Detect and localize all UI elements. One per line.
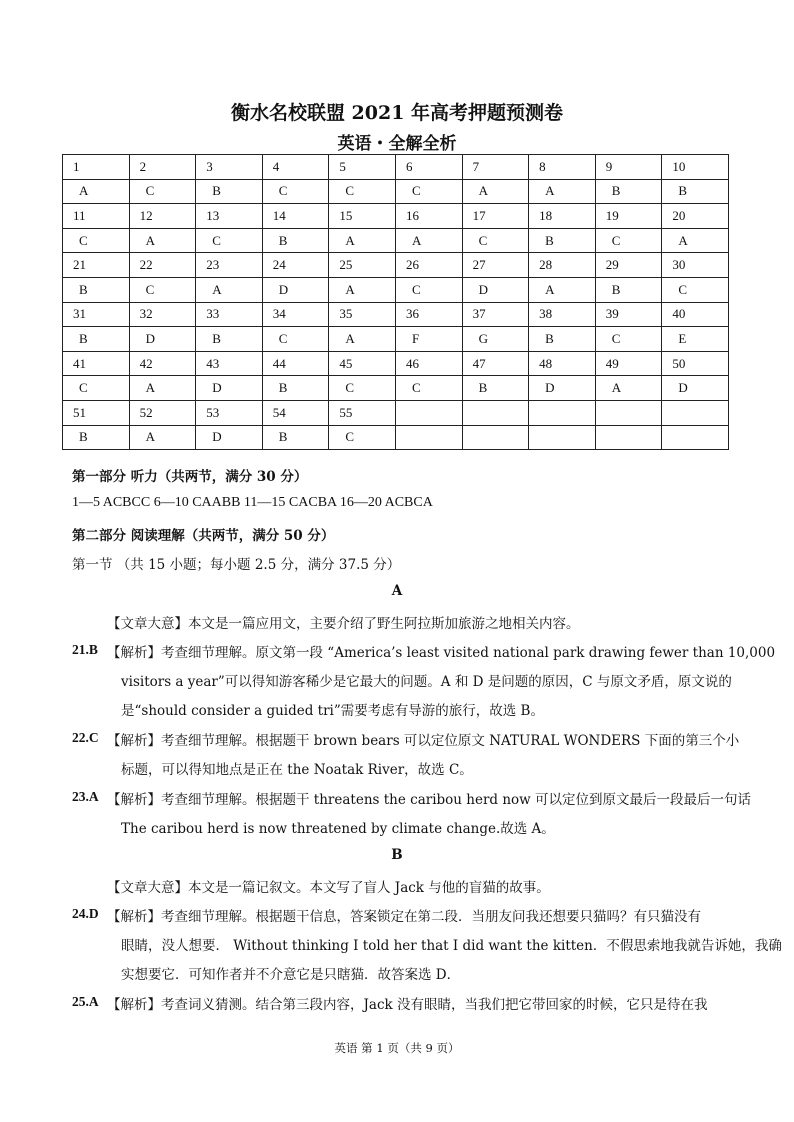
q21-line3: 是“should consider a guided tri”需要考虑有导游的旅行，故选 B。 (121, 703, 544, 719)
answer-cell: B (529, 228, 596, 253)
question-number-cell: 12 (129, 204, 196, 229)
question-number-cell: 4 (262, 155, 329, 180)
answer-cell: C (662, 277, 729, 302)
q24-number: 24.D (72, 906, 99, 921)
q23-line2: The caribou herd is now threatened by climate change.故选 A。 (121, 821, 555, 837)
answer-table-answer-row (63, 179, 729, 204)
answer-cell: B (262, 376, 329, 401)
question-number-cell: 17 (462, 204, 529, 229)
part2-section1: 第一节 （共 15 小题；每小题 2.5 分，满分 37.5 分） (72, 557, 401, 573)
answer-cell: A (329, 327, 396, 352)
answer-cell: E (662, 327, 729, 352)
answer-cell (529, 425, 596, 450)
question-number-cell: 32 (129, 302, 196, 327)
question-number-cell: 39 (595, 302, 662, 327)
answer-cell: A (329, 277, 396, 302)
question-number-cell (662, 400, 729, 425)
answer-cell: B (595, 179, 662, 204)
question-number-cell: 18 (529, 204, 596, 229)
answer-cell: C (262, 179, 329, 204)
q21-number: 21.B (72, 642, 98, 657)
answer-cell: D (262, 277, 329, 302)
question-number-cell: 36 (395, 302, 462, 327)
question-number-cell: 44 (262, 351, 329, 376)
answer-cell: B (63, 425, 130, 450)
answer-cell: C (129, 179, 196, 204)
question-number-cell: 38 (529, 302, 596, 327)
answer-cell: A (529, 277, 596, 302)
answer-cell: C (395, 277, 462, 302)
answer-table-number-row (63, 204, 729, 229)
question-number-cell: 3 (196, 155, 263, 180)
answer-cell: A (129, 376, 196, 401)
answer-cell: D (529, 376, 596, 401)
answer-cell: A (662, 228, 729, 253)
answer-cell: A (129, 425, 196, 450)
question-number-cell: 28 (529, 253, 596, 278)
answer-cell: C (462, 228, 529, 253)
q23-number: 23.A (72, 789, 99, 804)
question-number-cell: 19 (595, 204, 662, 229)
q22-line2: 标题，可以得知地点是正在 the Noatak River，故选 C。 (121, 762, 473, 778)
answer-cell: A (63, 179, 130, 204)
answer-cell: C (196, 228, 263, 253)
question-number-cell: 34 (262, 302, 329, 327)
answer-cell: C (395, 179, 462, 204)
question-number-cell: 20 (662, 204, 729, 229)
answer-cell: C (329, 376, 396, 401)
question-number-cell: 27 (462, 253, 529, 278)
passage-b-label: B (391, 847, 403, 863)
answer-cell (662, 425, 729, 450)
question-number-cell: 7 (462, 155, 529, 180)
q22-line1: 【解析】考查细节理解。根据题干 brown bears 可以定位原文 NATURAL WONDERS 下面的第三个小 (107, 733, 740, 749)
answer-cell: A (329, 228, 396, 253)
question-number-cell: 21 (63, 253, 130, 278)
answer-cell: C (329, 179, 396, 204)
question-number-cell (395, 400, 462, 425)
question-number-cell (462, 400, 529, 425)
answer-cell: D (196, 425, 263, 450)
question-number-cell: 25 (329, 253, 396, 278)
passage-b-summary: 【文章大意】本文是一篇记叙文。本文写了盲人 Jack 与他的盲猫的故事。 (107, 880, 550, 896)
q23-line1: 【解析】考查细节理解。根据题干 threatens the caribou herd now 可以定位到原文最后一段最后一句话 (107, 792, 752, 808)
question-number-cell: 26 (395, 253, 462, 278)
part2-heading: 第二部分 阅读理解（共两节，满分 50 分） (72, 528, 335, 544)
question-number-cell: 29 (595, 253, 662, 278)
passage-a-summary: 【文章大意】本文是一篇应用文，主要介绍了野生阿拉斯加旅游之地相关内容。 (107, 616, 580, 632)
question-number-cell: 1 (63, 155, 130, 180)
question-number-cell (529, 400, 596, 425)
q22-number: 22.C (72, 730, 99, 745)
answer-table-answer-row (63, 376, 729, 401)
question-number-cell: 40 (662, 302, 729, 327)
answer-cell: A (395, 228, 462, 253)
document-title: 衡水名校联盟 2021 年高考押题预测卷 (230, 102, 564, 124)
answer-cell: C (595, 327, 662, 352)
question-number-cell: 55 (329, 400, 396, 425)
answer-cell: D (462, 277, 529, 302)
q24-line3: 实想要它．可知作者并不介意它是只瞎猫．故答案选 D． (121, 967, 461, 983)
answer-cell (595, 425, 662, 450)
answer-cell: C (395, 376, 462, 401)
answer-cell: B (63, 277, 130, 302)
question-number-cell: 5 (329, 155, 396, 180)
answer-cell: C (63, 228, 130, 253)
answer-cell (395, 425, 462, 450)
q24-line1: 【解析】考查细节理解。根据题干信息，答案锁定在第二段．当朋友问我还想要只猫吗？有只猫没有 (107, 909, 701, 925)
answer-cell: D (662, 376, 729, 401)
page-footer: 英语 第 1 页（共 9 页） (334, 1041, 460, 1055)
answer-table-number-row (63, 351, 729, 376)
answer-cell: C (595, 228, 662, 253)
question-number-cell: 42 (129, 351, 196, 376)
answer-cell: C (63, 376, 130, 401)
answer-table-answer-row (63, 425, 729, 450)
question-number-cell: 14 (262, 204, 329, 229)
question-number-cell: 37 (462, 302, 529, 327)
q25-line1: 【解析】考查词义猜测。结合第三段内容，Jack 没有眼睛，当我们把它带回家的时候，它只是待在我 (107, 997, 708, 1013)
question-number-cell: 10 (662, 155, 729, 180)
answer-cell: D (196, 376, 263, 401)
question-number-cell: 13 (196, 204, 263, 229)
question-number-cell: 45 (329, 351, 396, 376)
question-number-cell: 33 (196, 302, 263, 327)
answer-cell (462, 425, 529, 450)
answer-cell: B (529, 327, 596, 352)
q21-line2: visitors a year”可以得知游客稀少是它最大的问题。A 和 D 是问题的原因，C 与原文矛盾，原文说的 (121, 674, 732, 690)
question-number-cell: 54 (262, 400, 329, 425)
answer-cell: C (329, 425, 396, 450)
answer-cell: B (63, 327, 130, 352)
answer-cell: A (129, 228, 196, 253)
answer-cell: F (395, 327, 462, 352)
answer-cell: A (529, 179, 596, 204)
answer-table-number-row (63, 302, 729, 327)
answer-cell: D (129, 327, 196, 352)
answer-table-answer-row (63, 277, 729, 302)
question-number-cell: 15 (329, 204, 396, 229)
part1-heading: 第一部分 听力（共两节，满分 30 分） (72, 469, 308, 485)
question-number-cell: 35 (329, 302, 396, 327)
answer-table-number-row (63, 400, 729, 425)
answer-cell: B (196, 327, 263, 352)
q25-number: 25.A (72, 994, 99, 1009)
answer-table-number-row (63, 253, 729, 278)
question-number-cell: 48 (529, 351, 596, 376)
answer-cell: B (462, 376, 529, 401)
question-number-cell: 51 (63, 400, 130, 425)
document-subtitle: 英语・全解全析 (337, 134, 457, 154)
question-number-cell: 53 (196, 400, 263, 425)
passage-a-label: A (391, 583, 403, 599)
answer-cell: A (196, 277, 263, 302)
answer-cell: A (462, 179, 529, 204)
answer-cell: B (595, 277, 662, 302)
question-number-cell: 52 (129, 400, 196, 425)
question-number-cell: 50 (662, 351, 729, 376)
question-number-cell: 2 (129, 155, 196, 180)
question-number-cell: 24 (262, 253, 329, 278)
answer-cell: B (262, 425, 329, 450)
answer-cell: B (262, 228, 329, 253)
answer-cell: G (462, 327, 529, 352)
question-number-cell: 46 (395, 351, 462, 376)
question-number-cell (595, 400, 662, 425)
question-number-cell: 49 (595, 351, 662, 376)
q21-line1: 【解析】考查细节理解。原文第一段 “America’s least visited national park drawing fewer than 10,000 (107, 645, 776, 661)
answer-table-answer-row (63, 327, 729, 352)
question-number-cell: 23 (196, 253, 263, 278)
question-number-cell: 8 (529, 155, 596, 180)
question-number-cell: 11 (63, 204, 130, 229)
question-number-cell: 9 (595, 155, 662, 180)
answer-table-number-row (63, 155, 729, 180)
answer-table-answer-row (63, 228, 729, 253)
part1-answers: 1—5 ACBCC 6—10 CAABB 11—15 CACBA 16—20 ACBCA (72, 495, 433, 510)
q24-line2: 眼睛，没人想要． Without thinking I told her that I did want the kitten．不假思索地我就告诉她，我确 (121, 938, 782, 954)
answer-cell: A (595, 376, 662, 401)
answer-cell: B (662, 179, 729, 204)
question-number-cell: 16 (395, 204, 462, 229)
question-number-cell: 30 (662, 253, 729, 278)
question-number-cell: 22 (129, 253, 196, 278)
question-number-cell: 6 (395, 155, 462, 180)
question-number-cell: 41 (63, 351, 130, 376)
question-number-cell: 43 (196, 351, 263, 376)
answer-key-table (62, 154, 729, 450)
question-number-cell: 47 (462, 351, 529, 376)
question-number-cell: 31 (63, 302, 130, 327)
answer-cell: B (196, 179, 263, 204)
answer-cell: C (129, 277, 196, 302)
answer-cell: C (262, 327, 329, 352)
